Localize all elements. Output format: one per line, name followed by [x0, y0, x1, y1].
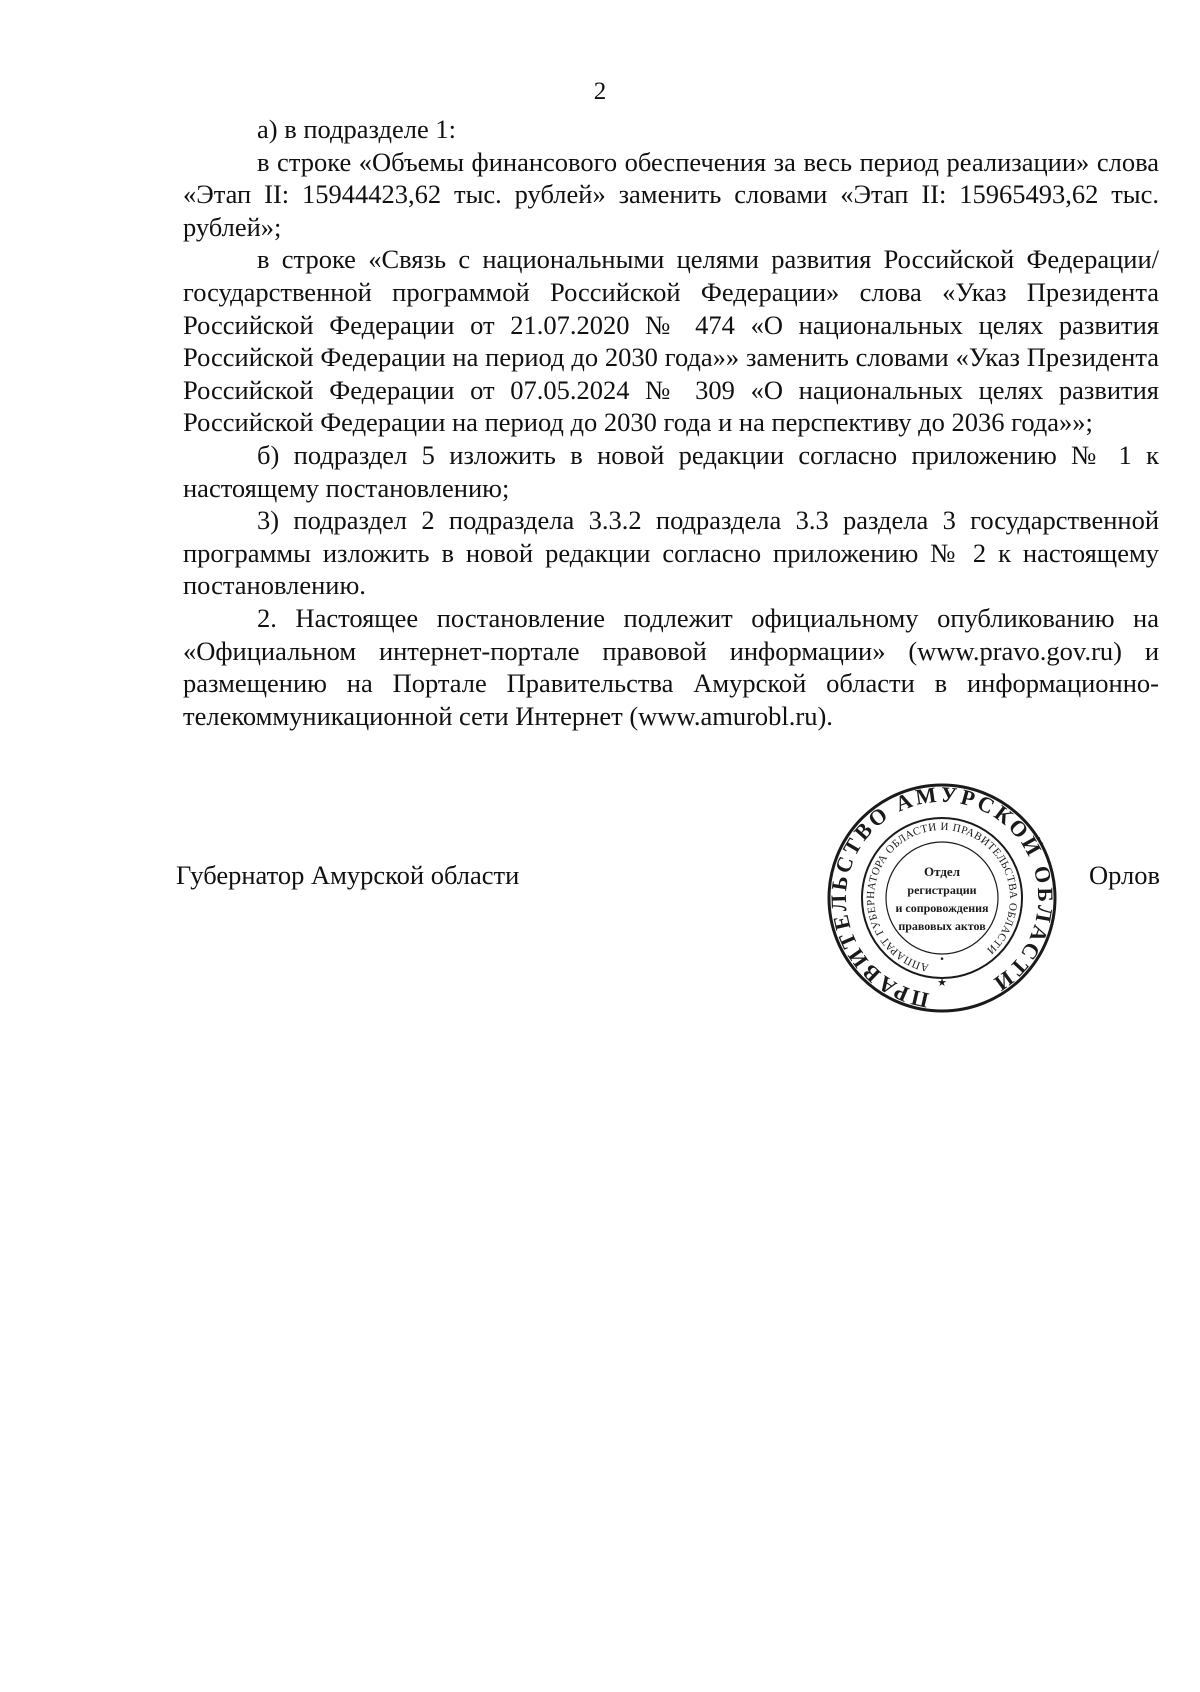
seal-center-line-4: правовых актов	[898, 919, 986, 933]
seal-center-line-1: Отдел	[924, 864, 960, 879]
paragraph-item-2-publication: 2. Настоящее постановление подлежит официальному опубликованию на «Официальном интернет-портале правовой информации» (www.pravo.gov.ru) и размещению на Портале Правительства Амурской области в информационно-телекоммуникационной сети Интернет (www.amurobl.ru).	[183, 602, 1159, 731]
seal-center-ring	[886, 842, 998, 954]
seal-graphic	[826, 782, 1058, 1014]
seal-star-icon: ★	[937, 976, 947, 989]
seal-center-line-2: регистрации	[907, 883, 977, 897]
signatory-position: Губернатор Амурской области	[176, 860, 520, 890]
signatory-name: Орлов	[1088, 860, 1160, 890]
document-body	[183, 113, 1159, 732]
paragraph-national-goals-row: в строке «Связь с национальными целями развития Российской Федерации/государственной программой Российской Федерации» слова «Указ Президента Российской Федерации от 21.07.2020 № 474 «О национальных целях развития Российской Федерации на период до 2030 года»» заменить словами «Указ Президента Российской Федерации от 07.05.2024 № 309 «О национальных целях развития Российской Федерации на период до 2030 года и на перспективу до 2036 года»»;	[183, 244, 1159, 438]
paragraph-item-3: 3) подраздел 2 подраздела 3.3.2 подраздела 3.3 раздела 3 государственной программы изложить в новой редакции согласно приложению № 2 к настоящему постановлению.	[183, 505, 1159, 601]
signature-block	[176, 782, 1160, 1060]
seal-inner-text: АППАРАТ ГУБЕРНАТОРА ОБЛАСТИ И ПРАВИТЕЛЬСТВА ОБЛАСТИ	[864, 820, 1020, 974]
page-number: 2	[593, 78, 607, 105]
seal-dot-icon: •	[939, 955, 945, 965]
official-seal	[826, 782, 1058, 1014]
paragraph-subsection-a: а) в подразделе 1:	[257, 114, 456, 144]
seal-outer-text: ПРАВИТЕЛЬСТВО АМУРСКОЙ ОБЛАСТИ	[826, 782, 1058, 1014]
paragraph-subsection-b: б) подраздел 5 изложить в новой редакции согласно приложению № 1 к настоящему постановлению;	[183, 439, 1159, 503]
paragraph-financing-row: в строке «Объемы финансового обеспечения за весь период реализации» слова «Этап II: 15944423,62 тыс. рублей» заменить словами «Этап II: 15965493,62 тыс. рублей»;	[183, 146, 1159, 242]
seal-center-line-3: и сопровождения	[895, 901, 989, 915]
